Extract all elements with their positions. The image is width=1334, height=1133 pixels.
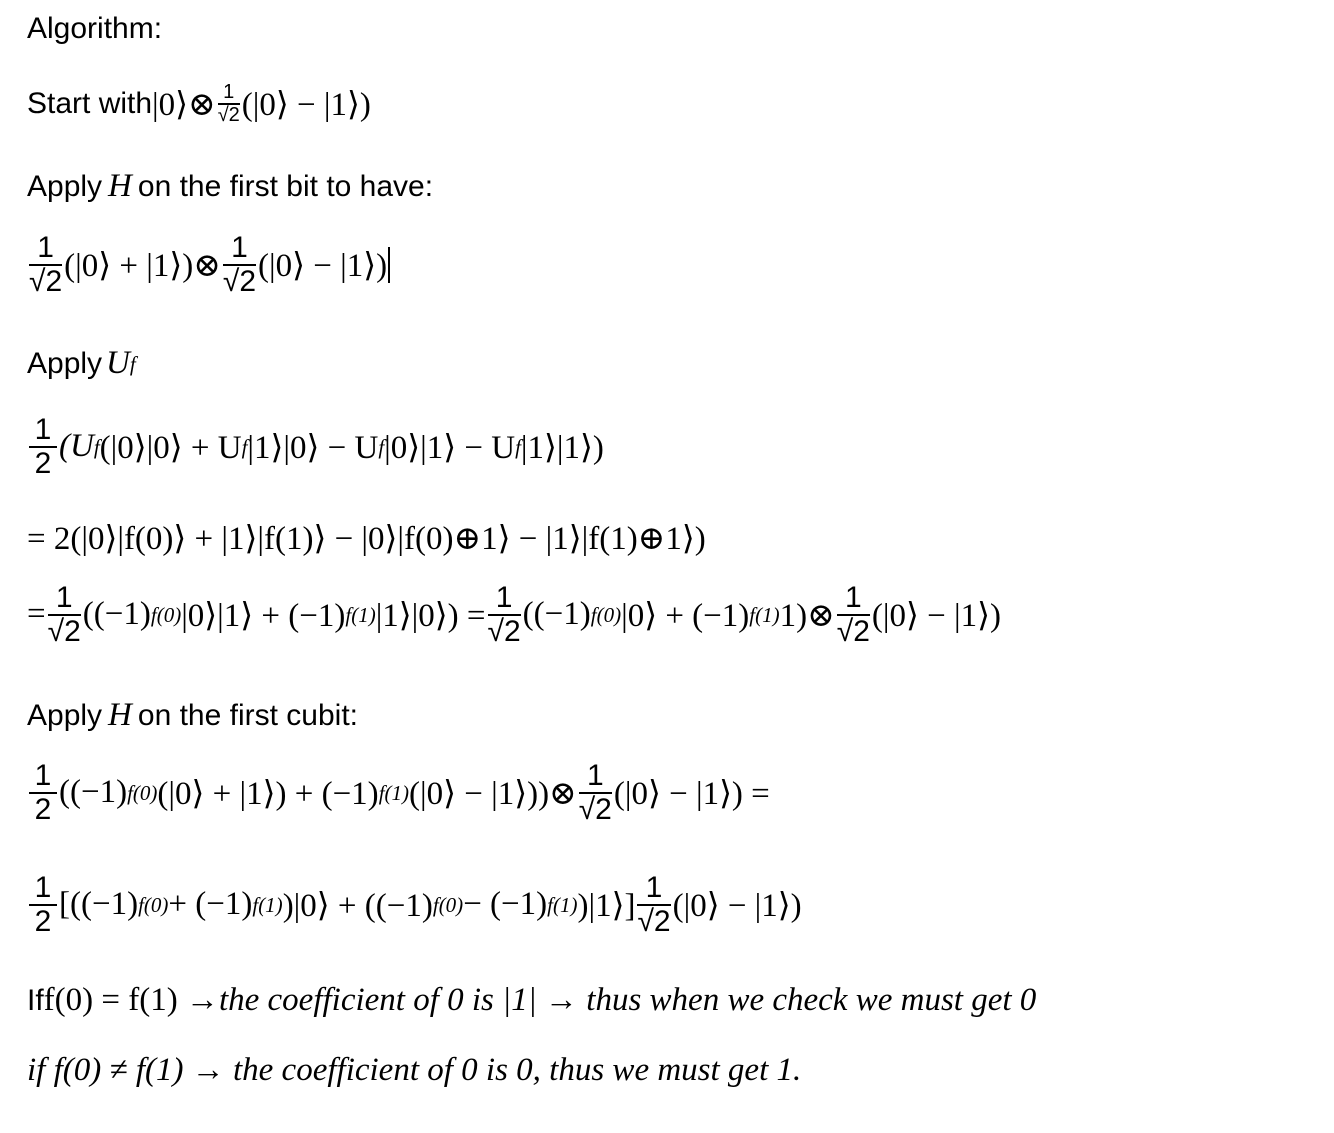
apply-uf-line	[27, 345, 136, 382]
state-fraction-2: $\frac{1}{√2}$	[222, 231, 257, 298]
final-state-1-expr: $\frac{1}{2}$ ((−1) f(0) (|0⟩ + |1⟩) + (−1) f(1) (|0⟩ − |1⟩))⊗ $\frac{1}{√2}$ (|0⟩ − |1⟩) =	[27, 760, 770, 825]
conclusion-equal-condition: f(0) = f(1) →	[43, 982, 219, 1018]
state-after-h-line	[27, 232, 390, 297]
apply-h-label-a: Apply	[27, 169, 103, 203]
start-line	[27, 82, 371, 126]
apply-h-cubit-label-a: Apply	[27, 698, 103, 732]
final-state-2-line	[27, 872, 802, 937]
text-cursor	[388, 247, 390, 283]
conclusion-equal-label: If	[27, 983, 44, 1017]
apply-uf-symbol: U f	[106, 345, 136, 381]
start-expr-a: |0⟩⊗	[152, 87, 216, 123]
start-fraction-den: √2	[217, 104, 240, 126]
heading-line	[27, 12, 162, 46]
start-expr	[152, 82, 371, 126]
conclusion-not-equal-text: if f(0) ≠ f(1) → the coefficient of 0 is 0, thus we must get 1.	[27, 1052, 802, 1088]
phase-kickback-line	[27, 582, 1001, 647]
apply-uf-label: Apply	[27, 346, 103, 380]
uf-fraction: $\frac{1}{2}$	[29, 414, 57, 479]
start-fraction	[218, 82, 240, 126]
apply-h-cubit-line	[27, 697, 358, 734]
apply-h-cubit-label-b: on the first cubit:	[137, 698, 358, 732]
final-state-2-expr: $\frac{1}{2}$ [((−1) f(0) + (−1) f(1) )|0⟩ + ((−1) f(0) − (−1) f(1) )|1⟩] $\frac{1}{√2}$ (|0⟩ − |1⟩)	[27, 872, 802, 937]
apply-h-cubit-symbol: H	[108, 697, 132, 733]
apply-h-label-b: on the first bit to have:	[137, 169, 434, 203]
conclusion-equal-rest: the coefficient of 0 is |1| → thus when we check we must get 0	[218, 982, 1037, 1018]
conclusion-not-equal-line	[27, 1052, 801, 1089]
start-fraction-num: 1	[223, 81, 235, 103]
uf-expansion-line	[27, 414, 604, 479]
state-after-h-b: (|0⟩ − |1⟩)	[258, 247, 388, 284]
state-after-h-a: (|0⟩ + |1⟩)⊗	[64, 247, 221, 284]
start-label: Start with	[27, 87, 153, 120]
uf-eval-expr: = 2(|0⟩|f(0)⟩ + |1⟩|f(1)⟩ − |0⟩|f(0)⊕1⟩ − |1⟩|f(1)⊕1⟩)	[27, 521, 706, 557]
heading: Algorithm:	[27, 12, 163, 45]
conclusion-equal-line	[27, 982, 1036, 1019]
phase-kickback-expr: = $\frac{1}{√2}$ ((−1) f(0) |0⟩|1⟩ + (−1) f(1) |1⟩|0⟩) = $\frac{1}{√2}$ ((−1) f(0) |0⟩ + (−1) f(1) 1)⊗ $\frac{1}{√2}$ (|0⟩ − |1⟩)	[27, 581, 1001, 648]
uf-expansion-expr: $\frac{1}{2}$ (U f (|0⟩|0⟩ + U f |1⟩|0⟩ − U f |0⟩|1⟩ − U f |1⟩|1⟩)	[27, 414, 604, 479]
apply-h-symbol: H	[108, 168, 132, 204]
state-after-h-expr	[27, 232, 390, 297]
state-fraction-1: $\frac{1}{√2}$	[29, 231, 63, 298]
start-expr-b: (|0⟩ − |1⟩)	[241, 87, 371, 123]
apply-h-line	[27, 168, 433, 205]
uf-eval-line	[27, 518, 706, 558]
final-state-1-line	[27, 760, 770, 825]
